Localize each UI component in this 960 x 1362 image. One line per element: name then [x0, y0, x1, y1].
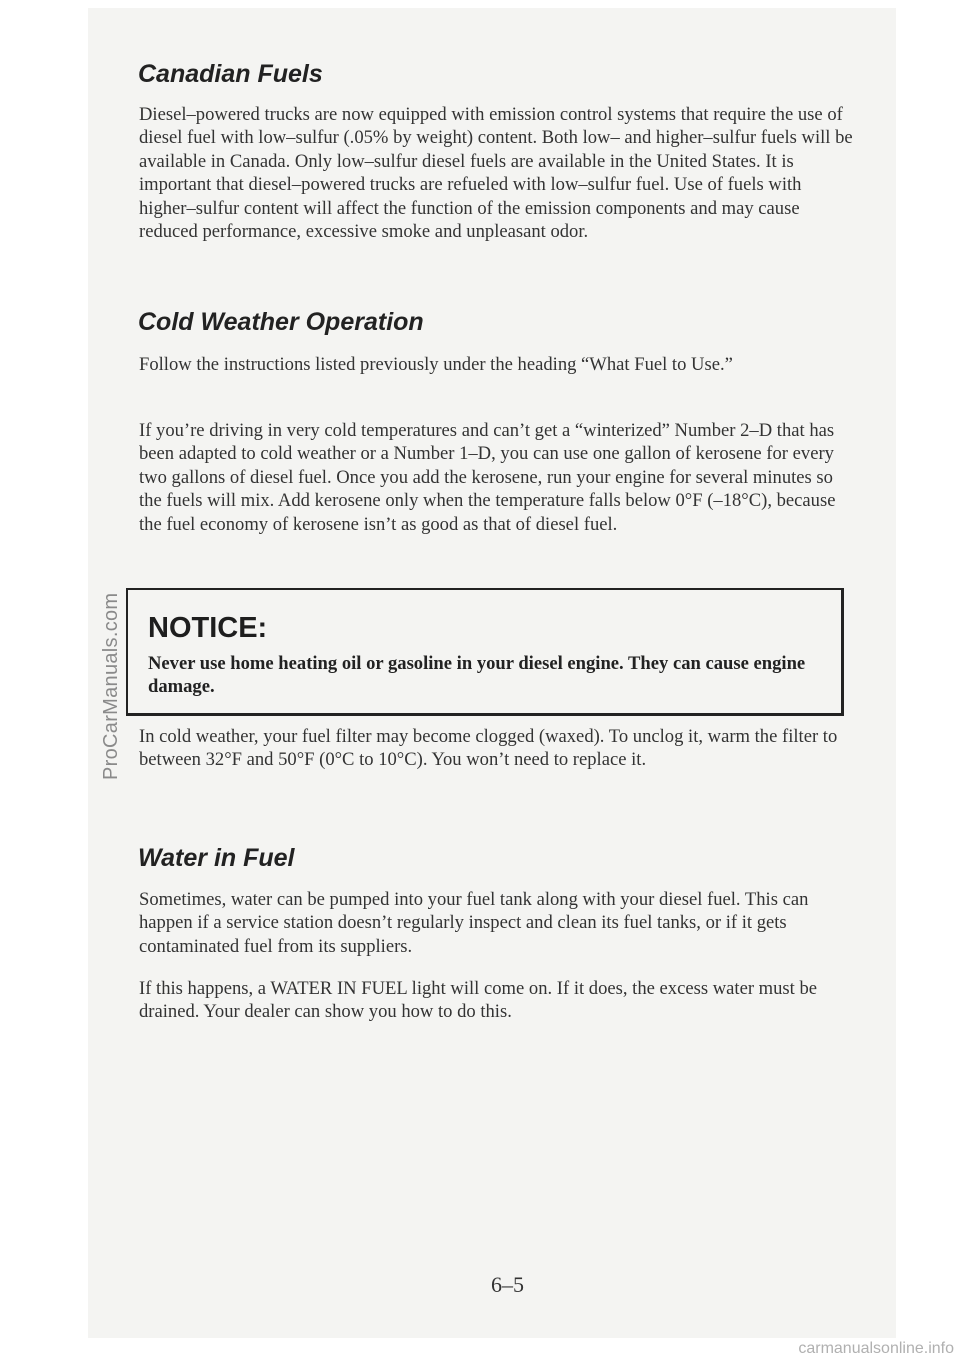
page-number: 6–5 — [491, 1272, 524, 1297]
paragraph-cold-intro: Follow the instructions listed previously under the heading “What Fuel to Use.” — [139, 354, 733, 375]
watermark-side: ProCarManuals.com — [100, 592, 122, 780]
notice-title: NOTICE: — [148, 612, 268, 644]
heading-canadian-fuels: Canadian Fuels — [138, 60, 323, 88]
paragraph-water-intro: Sometimes, water can be pumped into your fuel tank along with your diesel fuel. This can happen if a service station doesn’t regularly inspect and clean its fuel tanks, or if it gets contaminated fuel from its suppliers. — [139, 889, 809, 957]
notice-box — [126, 588, 844, 716]
paragraph-canadian-fuels: Diesel–powered trucks are now equipped with emission control systems that require the use of diesel fuel with low–sulfur (.05% by weight) content. Both low– and higher–sulfur fuels will be available in Canada. Only low–sulfur diesel fuels are available in the United States. It is important that diesel–powered trucks are refueled with low–sulfur fuel. Use of fuels with higher–sulfur content will affect the function of the emission components and may cause reduced performance, excessive smoke and unpleasant odor. — [139, 104, 853, 243]
notice-text: Never use home heating oil or gasoline in your diesel engine. They can cause engine damage. — [148, 653, 806, 698]
heading-cold-weather: Cold Weather Operation — [138, 308, 424, 336]
paragraph-water-light: If this happens, a WATER IN FUEL light will come on. If it does, the excess water must be drained. Your dealer can show you how to do this. — [139, 978, 818, 1023]
watermark-bottom: carmanualsonline.info — [798, 1340, 954, 1357]
paragraph-cold-kerosene: If you’re driving in very cold temperatures and can’t get a “winterized” Number 2–D that has been adapted to cold weather or a Number 1–D, you can use one gallon of kerosene for every two gallons of diesel fuel. Once you add the kerosene, run your engine for several minutes so the fuels will mix. Add kerosene only when the temperature falls below 0°F (–18°C), because the fuel economy of kerosene isn’t as good as that of diesel fuel. — [139, 420, 836, 535]
heading-water-in-fuel: Water in Fuel — [138, 844, 295, 872]
paragraph-fuel-filter: In cold weather, your fuel filter may become clogged (waxed). To unclog it, warm the filter to between 32°F and 50°F (0°C to 10°C). You won’t need to replace it. — [139, 726, 838, 771]
